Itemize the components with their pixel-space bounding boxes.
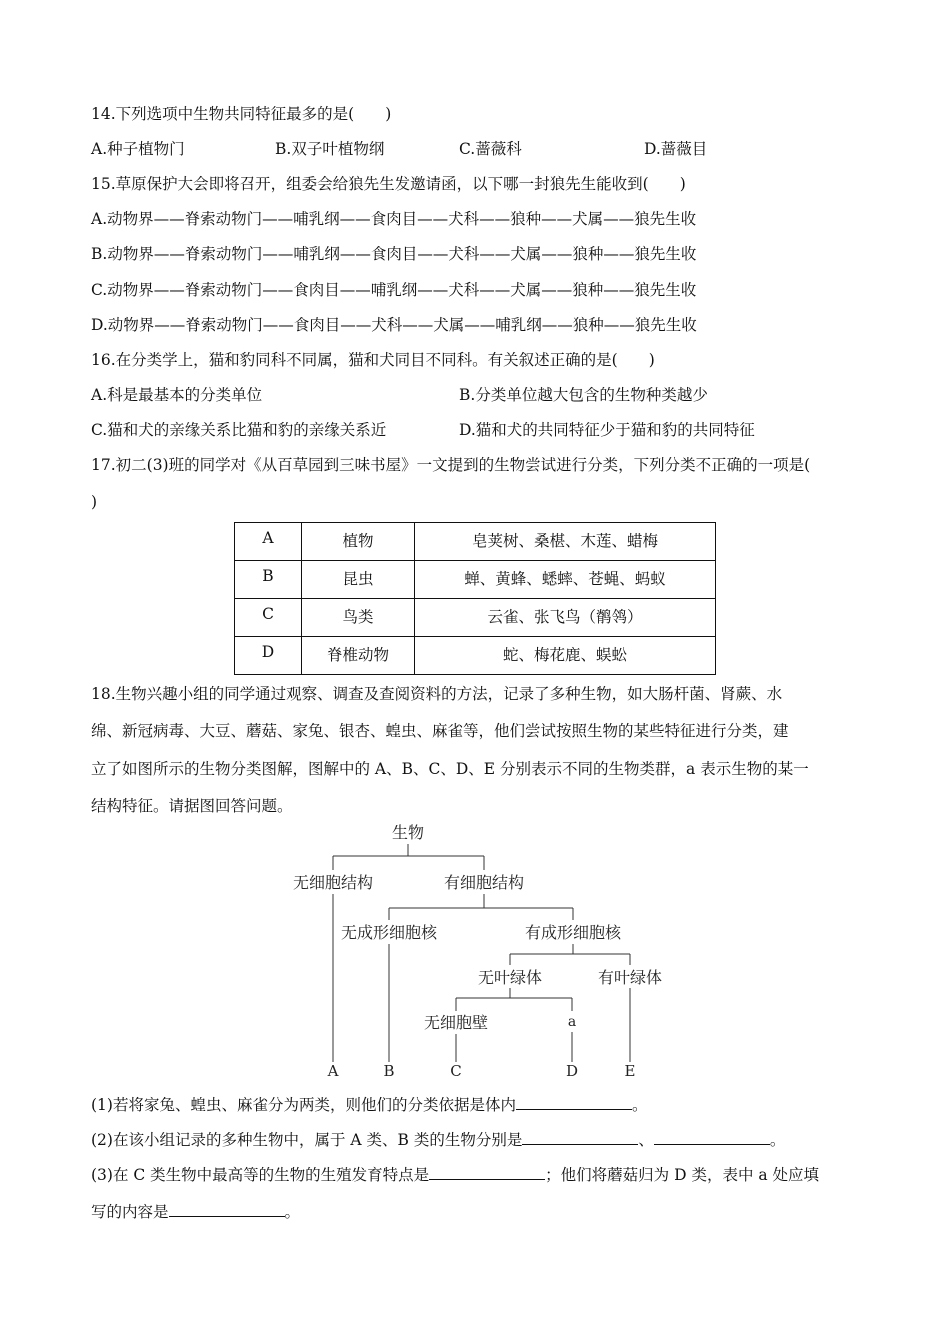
q18-sub3-line2 [91,1201,300,1222]
q14-stem: 14.下列选项中生物共同特征最多的是( ) [91,105,392,123]
answer-blank[interactable] [516,1094,632,1110]
q18-sub2 [91,1129,785,1150]
classification-diagram [280,818,680,1080]
q18-stem-line3: 立了如图所示的生物分类图解，图解中的 A、B、C、D、E 分别表示不同的生物类群，a 表示生物的某一 [91,760,809,778]
node-no-wall: 无细胞壁 [423,1013,489,1032]
q18-sub3-mid: ；他们将蘑菇归为 D 类，表中 a 处应填 [545,1166,820,1184]
table-cell: 皂荚树、桑椹、木莲、蜡梅 [415,523,716,561]
table-cell: A [235,523,302,561]
q15-stem: 15.草原保护大会即将召开，组委会给狼先生发邀请函，以下哪一封狼先生能收到( ) [91,175,686,193]
q14-option-c: C.蔷薇科 [459,140,522,158]
q18-stem-line2: 绵、新冠病毒、大豆、蘑菇、家兔、银杏、蝗虫、麻雀等，他们尝试按照生物的某些特征进行分类，建 [91,722,789,740]
q15-option-d: D.动物界——脊索动物门——食肉目——犬科——犬属——哺乳纲——狼种——狼先生收 [91,316,697,334]
table-row [235,637,716,675]
q18-sub2-sep: 、 [638,1131,654,1149]
answer-blank[interactable] [522,1129,638,1145]
q14-option-d: D.蔷薇目 [644,140,708,158]
q18-sub3-text: (3)在 C 类生物中最高等的生物的生殖发育特点是 [91,1166,430,1184]
table-row [235,599,716,637]
node-has-cell: 有细胞结构 [443,873,525,892]
answer-blank[interactable] [169,1201,285,1217]
table-cell: C [235,599,302,637]
q14-option-b: B.双子叶植物纲 [275,140,385,158]
q18-stem-line4: 结构特征。请据图回答问题。 [91,797,293,815]
answer-blank[interactable] [429,1164,545,1180]
node-root: 生物 [391,823,425,842]
q16-option-a: A.科是最基本的分类单位 [91,386,263,404]
q17-stem-paren: ) [91,493,98,511]
q18-sub1-text: (1)若将家兔、蝗虫、麻雀分为两类，则他们的分类依据是体内 [91,1096,516,1114]
q15-option-c: C.动物界——脊索动物门——食肉目——哺乳纲——犬科——犬属——狼种——狼先生收 [91,281,697,299]
q18-sub1-end: 。 [631,1096,648,1114]
q14-option-a: A.种子植物门 [91,140,185,158]
leaf-b: B [383,1062,395,1080]
node-no-nucleus: 无成形细胞核 [340,923,438,942]
leaf-d: D [565,1062,579,1080]
q18-sub3 [91,1164,819,1185]
table-cell: 昆虫 [302,561,415,599]
q18-sub2-end: 。 [769,1131,786,1149]
q18-stem-line1: 18.生物兴趣小组的同学通过观察、调查及查阅资料的方法，记录了多种生物，如大肠杆菌、肾蕨、水 [91,685,783,703]
q16-option-d: D.猫和犬的共同特征少于猫和豹的共同特征 [459,421,755,439]
table-cell: 蛇、梅花鹿、蜈蚣 [415,637,716,675]
table-row [235,523,716,561]
q16-option-b: B.分类单位越大包含的生物种类越少 [459,386,708,404]
node-no-cell: 无细胞结构 [292,873,374,892]
node-has-nucleus: 有成形细胞核 [524,923,622,942]
table-cell: 蝉、黄蜂、蟋蟀、苍蝇、蚂蚁 [415,561,716,599]
q17-stem: 17.初二(3)班的同学对《从百草园到三味书屋》一文提到的生物尝试进行分类，下列分类不正确的一项是( [91,456,811,474]
q18-sub3-end: 。 [284,1203,301,1221]
table-cell: 植物 [302,523,415,561]
node-has-chloroplast: 有叶绿体 [597,968,663,987]
table-cell: 脊椎动物 [302,637,415,675]
table-cell: 云雀、张飞鸟（鹡鸰） [415,599,716,637]
q18-sub1 [91,1094,647,1115]
leaf-e: E [624,1062,636,1080]
classification-table [234,522,716,675]
table-row [235,561,716,599]
answer-blank[interactable] [654,1129,770,1145]
q16-option-c: C.猫和犬的亲缘关系比猫和豹的亲缘关系近 [91,421,387,439]
leaf-a: A [327,1062,339,1080]
q18-sub2-text: (2)在该小组记录的多种生物中，属于 A 类、B 类的生物分别是 [91,1131,523,1149]
q18-sub3-line2-text: 写的内容是 [91,1203,169,1221]
table-cell: 鸟类 [302,599,415,637]
table-cell: D [235,637,302,675]
leaf-c: C [450,1062,462,1080]
q15-option-b: B.动物界——脊索动物门——哺乳纲——食肉目——犬科——犬属——狼种——狼先生收 [91,245,697,263]
node-a: a [567,1014,577,1030]
q16-stem: 16.在分类学上，猫和豹同科不同属，猫和犬同目不同科。有关叙述正确的是( ) [91,351,655,369]
node-no-chloroplast: 无叶绿体 [477,968,543,987]
q15-option-a: A.动物界——脊索动物门——哺乳纲——食肉目——犬科——狼种——犬属——狼先生收 [91,210,697,228]
table-cell: B [235,561,302,599]
